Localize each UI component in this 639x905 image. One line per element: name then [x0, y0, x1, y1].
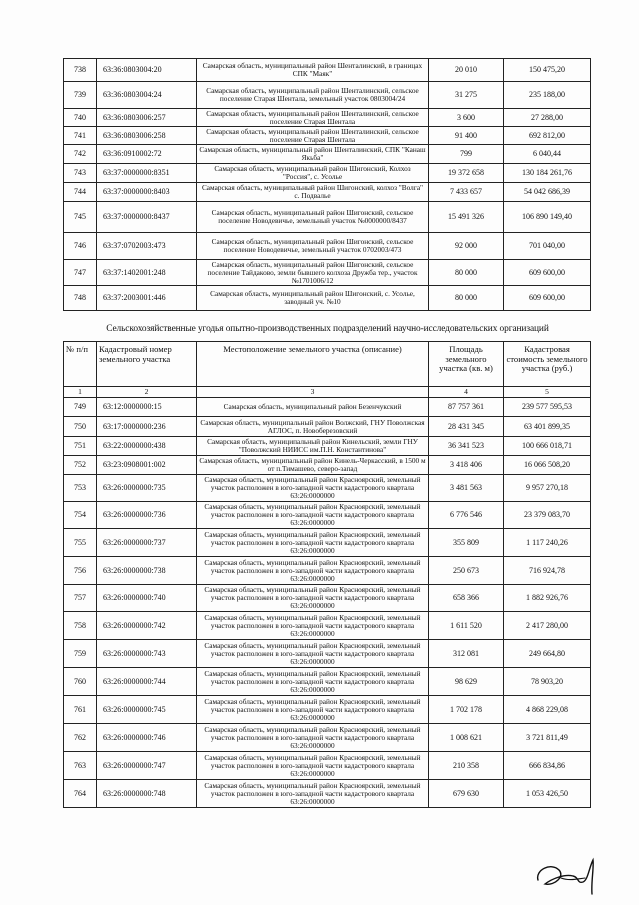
cadastral-cost: 6 040,44: [504, 145, 591, 164]
row-number: 744: [64, 183, 97, 202]
column-index: 2: [97, 387, 197, 398]
cadastral-number: 63:37:0000000:8403: [97, 183, 197, 202]
row-number: 742: [64, 145, 97, 164]
table-row: [64, 109, 591, 127]
area: 250 673: [429, 557, 504, 585]
cadastral-number: 63:26:0000000:737: [97, 529, 197, 557]
location: Самарская область, муниципальный район Шенталинский, СПК "Канаш Якьба": [197, 145, 429, 164]
location: Самарская область, муниципальный район Красноярский, земельный участок расположен в юго-западной части кадастрового квартала 63:26:0000000: [197, 780, 429, 808]
cadastral-cost: 235 188,00: [504, 82, 591, 109]
cadastral-number: 63:36:0910002:72: [97, 145, 197, 164]
cadastral-number: 63:37:0702003:473: [97, 233, 197, 260]
location: Самарская область, муниципальный район Кинельский, земли ГНУ "Поволжский НИИСС им.П.Н. Константинова": [197, 437, 429, 456]
table-row: [64, 59, 591, 82]
row-number: 740: [64, 109, 97, 127]
location: Самарская область, муниципальный район Шигонский, сельское поселение Новодевичье, земельный участок 0702003/473: [197, 233, 429, 260]
location: Самарская область, муниципальный район Красноярский, земельный участок расположен в юго-западной части кадастрового квартала 63:26:0000000: [197, 724, 429, 752]
row-number: 748: [64, 286, 97, 311]
cadastral-number: 63:37:0000000:8437: [97, 202, 197, 233]
table-row: [64, 696, 591, 724]
cadastral-cost: 3 721 811,49: [504, 724, 591, 752]
cadastral-cost: 23 379 083,70: [504, 502, 591, 529]
area: 3 418 406: [429, 456, 504, 475]
table-row: [64, 233, 591, 260]
row-number: 739: [64, 82, 97, 109]
row-number: 743: [64, 164, 97, 183]
location: Самарская область, муниципальный район Красноярский, земельный участок расположен в юго-западной части кадастрового квартала 63:26:0000000: [197, 612, 429, 640]
cadastral-number: 63:26:0000000:743: [97, 640, 197, 668]
location: Самарская область, муниципальный район Шигонский, сельское поселение Тайдаково, земли бывшего колхоза Дружба тер., участок №1701006/12: [197, 260, 429, 286]
cadastral-cost: 9 957 270,18: [504, 475, 591, 502]
row-number: 761: [64, 696, 97, 724]
cadastral-cost: 16 066 508,20: [504, 456, 591, 475]
location: Самарская область, муниципальный район Красноярский, земельный участок расположен в юго-западной части кадастрового квартала 63:26:0000000: [197, 752, 429, 780]
location: Самарская область, муниципальный район Шигонский, колхоз "Волга" с. Подвалье: [197, 183, 429, 202]
cadastral-cost: 100 666 018,71: [504, 437, 591, 456]
location: Самарская область, муниципальный район Шигонский, Колхоз "Россия", с. Усолье: [197, 164, 429, 183]
cadastral-cost: 716 924,78: [504, 557, 591, 585]
row-number: 756: [64, 557, 97, 585]
header-area: Площадь земельного участка (кв. м): [429, 342, 504, 387]
table-row: [64, 164, 591, 183]
row-number: 750: [64, 417, 97, 437]
cadastral-cost: 27 288,00: [504, 109, 591, 127]
location: Самарская область, муниципальный район Красноярский, земельный участок расположен в юго-западной части кадастрового квартала 63:26:0000000: [197, 475, 429, 502]
table-row: [64, 456, 591, 475]
cadastral-cost: 4 868 229,08: [504, 696, 591, 724]
row-number: 745: [64, 202, 97, 233]
location: Самарская область, муниципальный район Кинель-Черкасский, в 1500 м от п.Тимашево, северо-запад: [197, 456, 429, 475]
row-number: 747: [64, 260, 97, 286]
row-number: 764: [64, 780, 97, 808]
area: 80 000: [429, 260, 504, 286]
cadastral-number: 63:26:0000000:735: [97, 475, 197, 502]
row-number: 753: [64, 475, 97, 502]
table-row: [64, 475, 591, 502]
table-row: [64, 417, 591, 437]
table-row: [64, 398, 591, 417]
area: 3 600: [429, 109, 504, 127]
header-location: Местоположение земельного участка (описание): [197, 342, 429, 387]
area: 210 358: [429, 752, 504, 780]
table-row: [64, 585, 591, 612]
cadastral-cost: 130 184 261,76: [504, 164, 591, 183]
cadastral-number: 63:23:0908001:002: [97, 456, 197, 475]
cadastral-cost: 609 600,00: [504, 286, 591, 311]
column-index: 3: [197, 387, 429, 398]
area: 87 757 361: [429, 398, 504, 417]
cadastral-number: 63:26:0000000:738: [97, 557, 197, 585]
column-index-row: [64, 387, 591, 398]
cadastral-number: 63:36:0803006:258: [97, 127, 197, 145]
table-row: [64, 127, 591, 145]
area: 31 275: [429, 82, 504, 109]
table-row: [64, 502, 591, 529]
cadastral-cost: 692 812,00: [504, 127, 591, 145]
cadastral-cost: 150 475,20: [504, 59, 591, 82]
cadastral-number: 63:36:0803004:20: [97, 59, 197, 82]
table-row: [64, 752, 591, 780]
cadastral-cost: 63 401 899,35: [504, 417, 591, 437]
table-row: [64, 437, 591, 456]
cadastral-cost: 701 040,00: [504, 233, 591, 260]
table-row: [64, 612, 591, 640]
row-number: 752: [64, 456, 97, 475]
row-number: 751: [64, 437, 97, 456]
column-index: 1: [64, 387, 97, 398]
location: Самарская область, муниципальный район Шенталинский, сельское поселение Старая Шентала, земельный участок 0803004/24: [197, 82, 429, 109]
area: 80 000: [429, 286, 504, 311]
area: 28 431 345: [429, 417, 504, 437]
header-row: [64, 342, 591, 387]
location: Самарская область, муниципальный район Волжский, ГНУ Поволжская АГЛОС, п. Новоберезовский: [197, 417, 429, 437]
table-row: [64, 202, 591, 233]
row-number: 759: [64, 640, 97, 668]
row-number: 741: [64, 127, 97, 145]
area: 658 366: [429, 585, 504, 612]
cadastral-number: 63:37:1402001:248: [97, 260, 197, 286]
cadastral-number: 63:22:0000000:438: [97, 437, 197, 456]
header-number: № п/п: [64, 342, 97, 387]
location: Самарская область, муниципальный район Шенталинский, в границах СПК "Маяк": [197, 59, 429, 82]
signature: [533, 848, 603, 898]
parcels-table-continued: [63, 58, 591, 311]
table-row: [64, 780, 591, 808]
location: Самарская область, муниципальный район Красноярский, земельный участок расположен в юго-западной части кадастрового квартала 63:26:0000000: [197, 585, 429, 612]
location: Самарская область, муниципальный район Шигонский, сельское поселение Новодевичье, земельный участок №0000000/8437: [197, 202, 429, 233]
table-row: [64, 529, 591, 557]
area: 36 341 523: [429, 437, 504, 456]
area: 1 611 520: [429, 612, 504, 640]
cadastral-number: 63:36:0803006:257: [97, 109, 197, 127]
cadastral-number: 63:26:0000000:745: [97, 696, 197, 724]
section-heading: Сельскохозяйственные угодья опытно-производственных подразделений научно-исследовательских организаций: [106, 324, 549, 334]
cadastral-number: 63:26:0000000:746: [97, 724, 197, 752]
cadastral-number: 63:17:0000000:236: [97, 417, 197, 437]
cadastral-cost: 609 600,00: [504, 260, 591, 286]
row-number: 755: [64, 529, 97, 557]
row-number: 754: [64, 502, 97, 529]
table-row: [64, 260, 591, 286]
table-row: [64, 183, 591, 202]
cadastral-number: 63:37:2003001:446: [97, 286, 197, 311]
area: 1 008 621: [429, 724, 504, 752]
table-row: [64, 286, 591, 311]
row-number: 762: [64, 724, 97, 752]
cadastral-cost: 666 834,86: [504, 752, 591, 780]
table-row: [64, 145, 591, 164]
cadastral-number: 63:26:0000000:747: [97, 752, 197, 780]
row-number: 758: [64, 612, 97, 640]
area: 3 481 563: [429, 475, 504, 502]
area: 1 702 178: [429, 696, 504, 724]
cadastral-number: 63:26:0000000:740: [97, 585, 197, 612]
location: Самарская область, муниципальный район Шенталинский, сельское поселение Старая Шентала: [197, 127, 429, 145]
table-row: [64, 724, 591, 752]
area: 20 010: [429, 59, 504, 82]
location: Самарская область, муниципальный район Безенчукский: [197, 398, 429, 417]
location: Самарская область, муниципальный район Красноярский, земельный участок расположен в юго-западной части кадастрового квартала 63:26:0000000: [197, 502, 429, 529]
area: 98 629: [429, 668, 504, 696]
row-number: 763: [64, 752, 97, 780]
row-number: 757: [64, 585, 97, 612]
cadastral-cost: 54 042 686,39: [504, 183, 591, 202]
cadastral-number: 63:36:0803004:24: [97, 82, 197, 109]
cadastral-number: 63:12:0000000:15: [97, 398, 197, 417]
cadastral-number: 63:37:0000000:8351: [97, 164, 197, 183]
cadastral-number: 63:26:0000000:736: [97, 502, 197, 529]
row-number: 760: [64, 668, 97, 696]
table-row: [64, 82, 591, 109]
cadastral-number: 63:26:0000000:744: [97, 668, 197, 696]
area: 19 372 658: [429, 164, 504, 183]
column-index: 5: [504, 387, 591, 398]
cadastral-cost: 1 053 426,50: [504, 780, 591, 808]
header-cadastral-cost: Кадастровая стоимость земельного участка (руб.): [504, 342, 591, 387]
area: 15 491 326: [429, 202, 504, 233]
cadastral-cost: 106 890 149,40: [504, 202, 591, 233]
header-cadastral-number: Кадастровый номер земельного участка: [97, 342, 197, 387]
row-number: 749: [64, 398, 97, 417]
cadastral-cost: 2 417 280,00: [504, 612, 591, 640]
row-number: 738: [64, 59, 97, 82]
cadastral-number: 63:26:0000000:742: [97, 612, 197, 640]
area: 6 776 546: [429, 502, 504, 529]
location: Самарская область, муниципальный район Красноярский, земельный участок расположен в юго-западной части кадастрового квартала 63:26:0000000: [197, 668, 429, 696]
cadastral-cost: 1 882 926,76: [504, 585, 591, 612]
cadastral-cost: 1 117 240,26: [504, 529, 591, 557]
column-index: 4: [429, 387, 504, 398]
area: 312 081: [429, 640, 504, 668]
area: 799: [429, 145, 504, 164]
area: 91 400: [429, 127, 504, 145]
cadastral-number: 63:26:0000000:748: [97, 780, 197, 808]
table-row: [64, 640, 591, 668]
table-row: [64, 557, 591, 585]
area: 355 809: [429, 529, 504, 557]
research-parcels-table: [63, 341, 591, 808]
cadastral-cost: 239 577 595,53: [504, 398, 591, 417]
table-row: [64, 668, 591, 696]
location: Самарская область, муниципальный район Красноярский, земельный участок расположен в юго-западной части кадастрового квартала 63:26:0000000: [197, 640, 429, 668]
location: Самарская область, муниципальный район Шенталинский, сельское поселение Старая Шентала: [197, 109, 429, 127]
location: Самарская область, муниципальный район Красноярский, земельный участок расположен в юго-западной части кадастрового квартала 63:26:0000000: [197, 557, 429, 585]
cadastral-cost: 249 664,80: [504, 640, 591, 668]
row-number: 746: [64, 233, 97, 260]
location: Самарская область, муниципальный район Красноярский, земельный участок расположен в юго-западной части кадастрового квартала 63:26:0000000: [197, 529, 429, 557]
location: Самарская область, муниципальный район Красноярский, земельный участок расположен в юго-западной части кадастрового квартала 63:26:0000000: [197, 696, 429, 724]
cadastral-cost: 78 903,20: [504, 668, 591, 696]
location: Самарская область, муниципальный район Шигонский, с. Усолье, заводный уч. №10: [197, 286, 429, 311]
area: 92 000: [429, 233, 504, 260]
area: 7 433 657: [429, 183, 504, 202]
area: 679 630: [429, 780, 504, 808]
